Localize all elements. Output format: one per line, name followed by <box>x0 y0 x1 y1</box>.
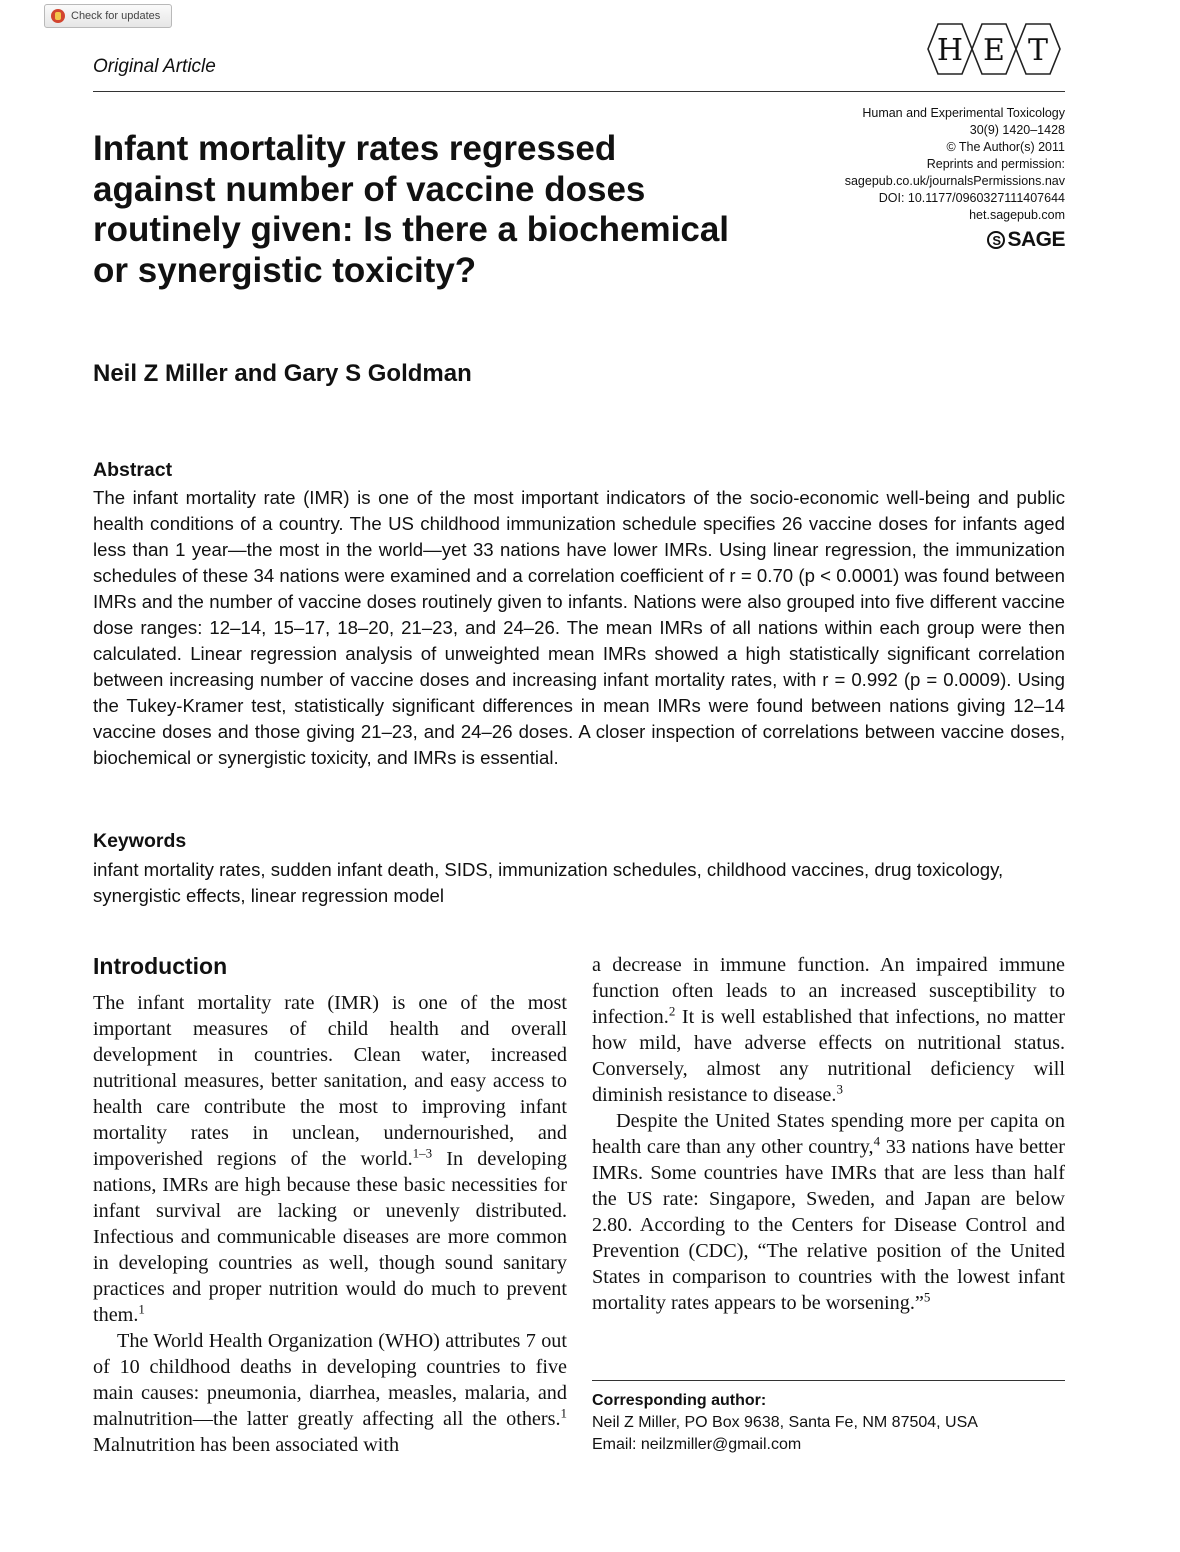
logo-letter-t: T <box>1027 33 1049 68</box>
intro-paragraph-2-cont: a decrease in immune function. An impaired immune function often leads to an increased susceptibility to infection.$^2$ It is well established that infections, no matter how mild, have adverse effects on nutritional status. Conversely, almost any nutritional deficiency will diminish resistance to disease.$^3$ <box>592 954 1065 1106</box>
paragraph-text: 33 nations have better IMRs. Some countries have IMRs that are less than half the US rate: Singapore, Sweden, and Japan are below 2.80. According to the Centers for Disease Control and Prevention (CDC), “The relative position of the United States in comparison to countries with the lowest infant mortality rates appears to be worsening.” <box>592 1136 1065 1314</box>
corresponding-author-address: Neil Z Miller, PO Box 9638, Santa Fe, NM 87504, USA <box>592 1414 978 1431</box>
check-for-updates-button[interactable] <box>44 4 172 28</box>
reprints-label: Reprints and permission: <box>926 157 1065 171</box>
article-title: Infant mortality rates regressed against number of vaccine doses routinely given: Is there a biochemical or synergistic toxicity? <box>93 129 730 290</box>
het-journal-logo <box>924 20 1066 78</box>
check-for-updates-label: Check for updates <box>71 10 161 22</box>
paragraph-text: The infant mortality rate (IMR) is one of the most important measures of child health and overall development in countries. Clean water, increased nutritional measures, better sanitation, and easy access to health care contribute the most to improving infant mortality rates in unclean, undernourished, and impoverished regions of the world. <box>93 992 567 1170</box>
journal-info <box>845 105 1065 224</box>
reprints-link[interactable]: sagepub.co.uk/journalsPermissions.nav <box>844 174 1065 188</box>
sage-logo-mark: S <box>987 231 1005 249</box>
citation-ref[interactable]: 1 <box>138 1301 145 1317</box>
paragraph-text: The World Health Organization (WHO) attributes 7 out of 10 childhood deaths in developing countries to five main causes: pneumonia, diarrhea, measles, malaria, and malnutrition—the latter greatly affecting all the others. <box>93 1330 567 1430</box>
correspondence-divider <box>592 1380 1065 1381</box>
intro-paragraph-2-start: The World Health Organization (WHO) attributes 7 out of 10 childhood deaths in developing countries to five main causes: pneumonia, diarrhea, measles, malaria, and malnutrition—the latter greatly affecting all the others.$^1$ Malnutrition has been associated with <box>93 1330 567 1456</box>
intro-paragraph-3 <box>592 1108 1065 1316</box>
article-type: Original Article <box>93 56 216 77</box>
journal-volume: 30(9) 1420–1428 <box>969 123 1065 137</box>
doi[interactable]: DOI: 10.1177/0960327111407644 <box>878 191 1065 205</box>
citation-ref[interactable]: 5 <box>923 1289 931 1305</box>
abstract-text: The infant mortality rate (IMR) is one of the most important indicators of the socio-economic well-being and public health conditions of a country. The US childhood immunization schedule specifies 26 vaccine doses for infants aged less than 1 year—the most in the world—yet 33 nations have lower IMRs. Using linear regression, the immunization schedules of these 34 nations were examined and a correlation coefficient of r = 0.70 (p < 0.0001) was found between IMRs and the number of vaccine doses routinely given to infants. Nations were also grouped into five different vaccine dose ranges: 12–14, 15–17, 18–20, 21–23, and 24–26. The mean IMRs of all nations within each group were then calculated. Linear regression analysis of unweighted mean IMRs showed a high statistically significant correlation between increasing number of vaccine doses and increasing infant mortality rates, with r = 0.992 (p = 0.0009). Using the Tukey-Kramer test, statistically significant differences in mean IMRs were found between nations giving 12–14 vaccine doses and those giving 21–23, and 24–26 doses. A closer inspection of correlations between vaccine doses, biochemical or synergistic toxicity, and IMRs is essential. <box>93 487 1065 768</box>
corresponding-author-email[interactable]: Email: neilzmiller@gmail.com <box>592 1436 802 1453</box>
header-divider <box>93 91 1065 92</box>
body-column-left <box>93 990 567 1458</box>
citation-ref[interactable]: 2 <box>668 1003 676 1019</box>
crossmark-icon <box>51 9 65 23</box>
logo-letter-h: H <box>936 33 964 68</box>
citation-ref[interactable]: 1 <box>560 1405 567 1421</box>
body-column-right <box>592 952 1065 1316</box>
keywords-text: infant mortality rates, sudden infant death, SIDS, immunization schedules, childhood vaccines, drug toxicology, synergistic effects, linear regression model <box>93 859 1004 906</box>
abstract-heading: Abstract <box>93 459 173 481</box>
citation-ref[interactable]: 4 <box>873 1133 881 1149</box>
authors: Neil Z Miller and Gary S Goldman <box>93 360 472 387</box>
paragraph-text: Despite the United States spending more per capita on health care than any other country, <box>592 1110 1065 1158</box>
copyright: © The Author(s) 2011 <box>946 140 1065 154</box>
intro-paragraph-1 <box>93 990 567 1328</box>
journal-site-link[interactable]: het.sagepub.com <box>969 208 1065 222</box>
journal-name: Human and Experimental Toxicology <box>862 106 1065 120</box>
citation-ref[interactable]: 1–3 <box>412 1145 433 1161</box>
sage-logo-text: SAGE <box>1007 228 1065 251</box>
sage-logo <box>987 228 1065 252</box>
paragraph-text: It is well established that infections, no matter how mild, have adverse effects on nutritional status. Conversely, almost any nutritional deficiency will diminish resistance to disease. <box>592 1006 1065 1106</box>
keywords-heading: Keywords <box>93 830 187 852</box>
corresponding-author-heading: Corresponding author: <box>592 1392 767 1409</box>
logo-letter-e: E <box>983 33 1005 68</box>
paragraph-text: In developing nations, IMRs are high because these basic necessities for infant survival are lacking or unevenly distributed. Infectious and communicable diseases are more common in developing countries as well, though sound sanitary practices and proper nutrition would do much to prevent them. <box>93 1148 567 1326</box>
citation-ref[interactable]: 3 <box>836 1081 843 1097</box>
introduction-heading: Introduction <box>93 953 228 979</box>
